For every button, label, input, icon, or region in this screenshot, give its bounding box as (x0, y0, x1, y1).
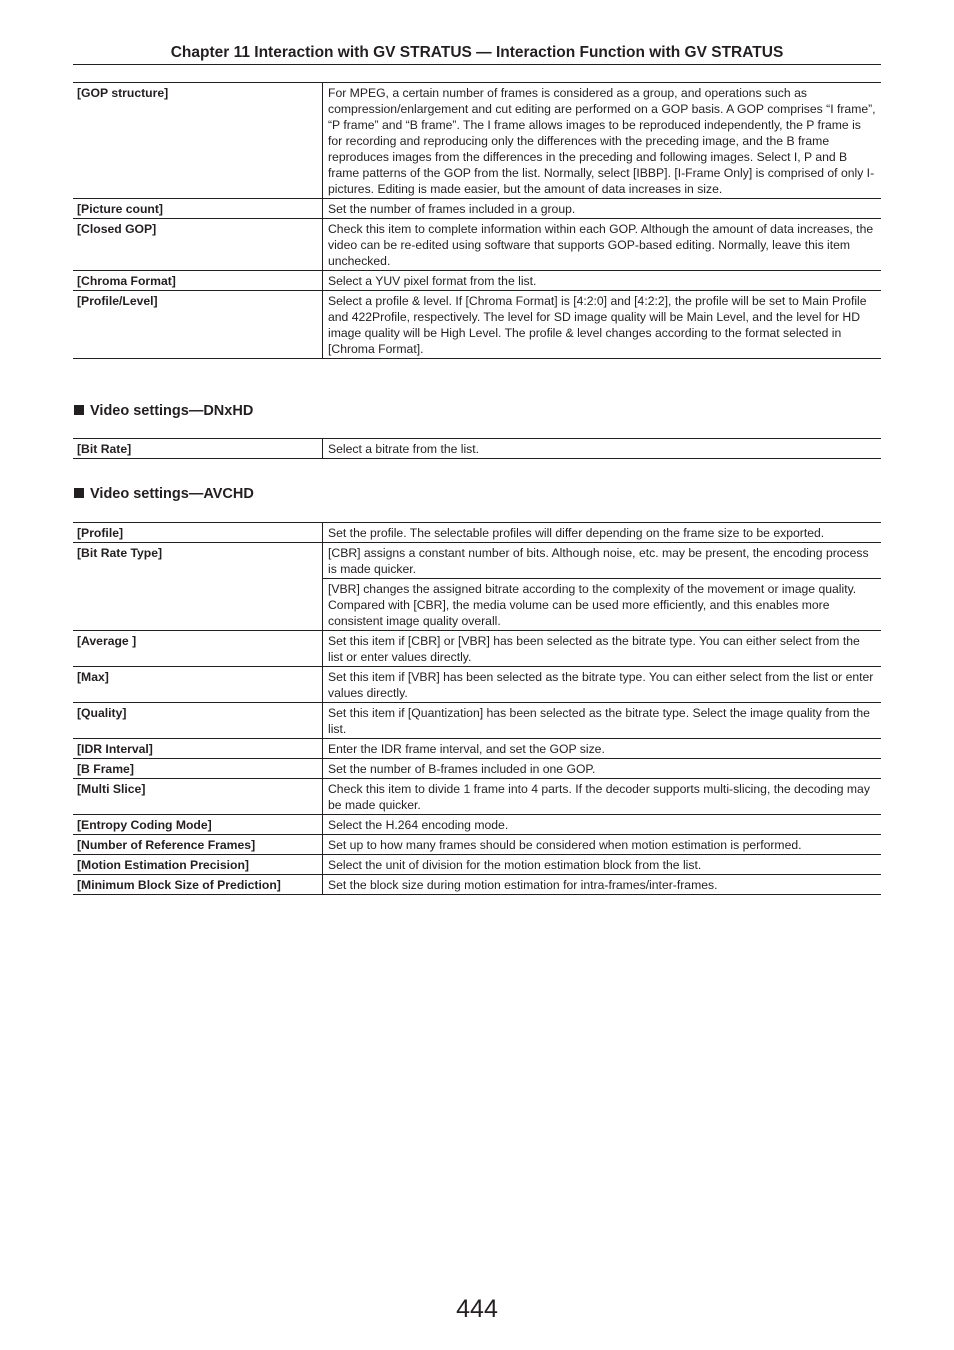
table-row (73, 667, 881, 703)
setting-description: Set the number of frames included in a group. (323, 199, 882, 219)
table-row (73, 199, 881, 219)
table-row (73, 815, 881, 835)
table-row (73, 855, 881, 875)
setting-name: [Minimum Block Size of Prediction] (73, 875, 323, 895)
setting-name: [Max] (73, 667, 323, 703)
table-row (73, 523, 881, 543)
setting-name: [Bit Rate Type] (73, 543, 323, 631)
setting-description: Select a bitrate from the list. (323, 439, 882, 459)
avchd-settings-table (73, 522, 881, 895)
avchd-heading-text: Video settings—AVCHD (90, 486, 254, 502)
setting-name: [Average ] (73, 631, 323, 667)
dnxhd-heading (74, 402, 253, 420)
setting-name: [Closed GOP] (73, 219, 323, 271)
setting-name: [Multi Slice] (73, 779, 323, 815)
square-bullet-icon (74, 405, 84, 415)
table-row (73, 271, 881, 291)
page-number: 444 (456, 1295, 498, 1323)
setting-description: Set this item if [VBR] has been selected as the bitrate type. You can either select from the list or enter values directly. (323, 667, 882, 703)
setting-description: [CBR] assigns a constant number of bits. Although noise, etc. may be present, the encoding process is made quicker. (323, 543, 882, 579)
setting-description: Select the unit of division for the motion estimation block from the list. (323, 855, 882, 875)
setting-name: [B Frame] (73, 759, 323, 779)
setting-name: [Chroma Format] (73, 271, 323, 291)
setting-description: Select a YUV pixel format from the list. (323, 271, 882, 291)
setting-name: [GOP structure] (73, 83, 323, 199)
setting-description: Check this item to divide 1 frame into 4 parts. If the decoder supports multi-slicing, the decoding may be made quicker. (323, 779, 882, 815)
table-row (73, 779, 881, 815)
table-row (73, 83, 881, 199)
table-row (73, 835, 881, 855)
setting-description: Set the number of B-frames included in one GOP. (323, 759, 882, 779)
setting-description: Set this item if [CBR] or [VBR] has been selected as the bitrate type. You can either select from the list or enter values directly. (323, 631, 882, 667)
setting-name: [Picture count] (73, 199, 323, 219)
table-row (73, 291, 881, 359)
setting-name: [Profile/Level] (73, 291, 323, 359)
setting-description: Set up to how many frames should be considered when motion estimation is performed. (323, 835, 882, 855)
setting-description: Enter the IDR frame interval, and set the GOP size. (323, 739, 882, 759)
table-row (73, 703, 881, 739)
setting-name: [Number of Reference Frames] (73, 835, 323, 855)
table-row (73, 759, 881, 779)
setting-description: Set the profile. The selectable profiles will differ depending on the frame size to be exported. (323, 523, 882, 543)
setting-name: [Entropy Coding Mode] (73, 815, 323, 835)
setting-name: [Profile] (73, 523, 323, 543)
chapter-header: Chapter 11 Interaction with GV STRATUS — Interaction Function with GV STRATUS (170, 44, 784, 61)
table-row (73, 439, 881, 459)
setting-description: [VBR] changes the assigned bitrate according to the complexity of the movement or image quality. Compared with [CBR], the media volume can be used more efficiently, and this enables more consistent image quality overall. (323, 579, 882, 631)
setting-name: [IDR Interval] (73, 739, 323, 759)
table-row (73, 219, 881, 271)
avchd-heading (74, 485, 254, 503)
setting-description: Select a profile & level. If [Chroma Format] is [4:2:0] and [4:2:2], the profile will be set to Main Profile and 422Profile, respectively. The level for SD image quality will be Main Level, and the level for HD image quality will be High Level. The profile & level changes according to the format selected in [Chroma Format]. (323, 291, 882, 359)
table-row (73, 739, 881, 759)
table-row (73, 543, 881, 579)
setting-name: [Quality] (73, 703, 323, 739)
setting-description: Set the block size during motion estimation for intra-frames/inter-frames. (323, 875, 882, 895)
square-bullet-icon (74, 488, 84, 498)
dnxhd-settings-table (73, 438, 881, 459)
setting-description: Set this item if [Quantization] has been selected as the bitrate type. Select the image quality from the list. (323, 703, 882, 739)
setting-name: [Motion Estimation Precision] (73, 855, 323, 875)
setting-description: For MPEG, a certain number of frames is considered as a group, and operations such as compression/enlargement and cut editing are performed on a GOP basis. A GOP comprises “I frame”, “P frame” and “B frame”. The I frame allows images to be reproduced independently, the P frame is for recording and reproducing only the differences with the preceding image, and the B frame reproduces images from the differences in the preceding and following images. Select I, P and B frame patterns of the GOP from the list. Normally, select [IBBP]. [I-Frame Only] is comprised of only I-pictures. Editing is made easier, but the amount of data increases in size. (323, 83, 882, 199)
setting-description: Check this item to complete information within each GOP. Although the amount of data increases, the video can be re-edited using software that supports GOP-based editing. Normally, leave this item unchecked. (323, 219, 882, 271)
dnxhd-heading-text: Video settings—DNxHD (90, 403, 254, 419)
mpeg-settings-table (73, 82, 881, 359)
setting-description: Select the H.264 encoding mode. (323, 815, 882, 835)
table-row (73, 875, 881, 895)
header-rule (73, 64, 881, 65)
table-row (73, 631, 881, 667)
setting-name: [Bit Rate] (73, 439, 323, 459)
